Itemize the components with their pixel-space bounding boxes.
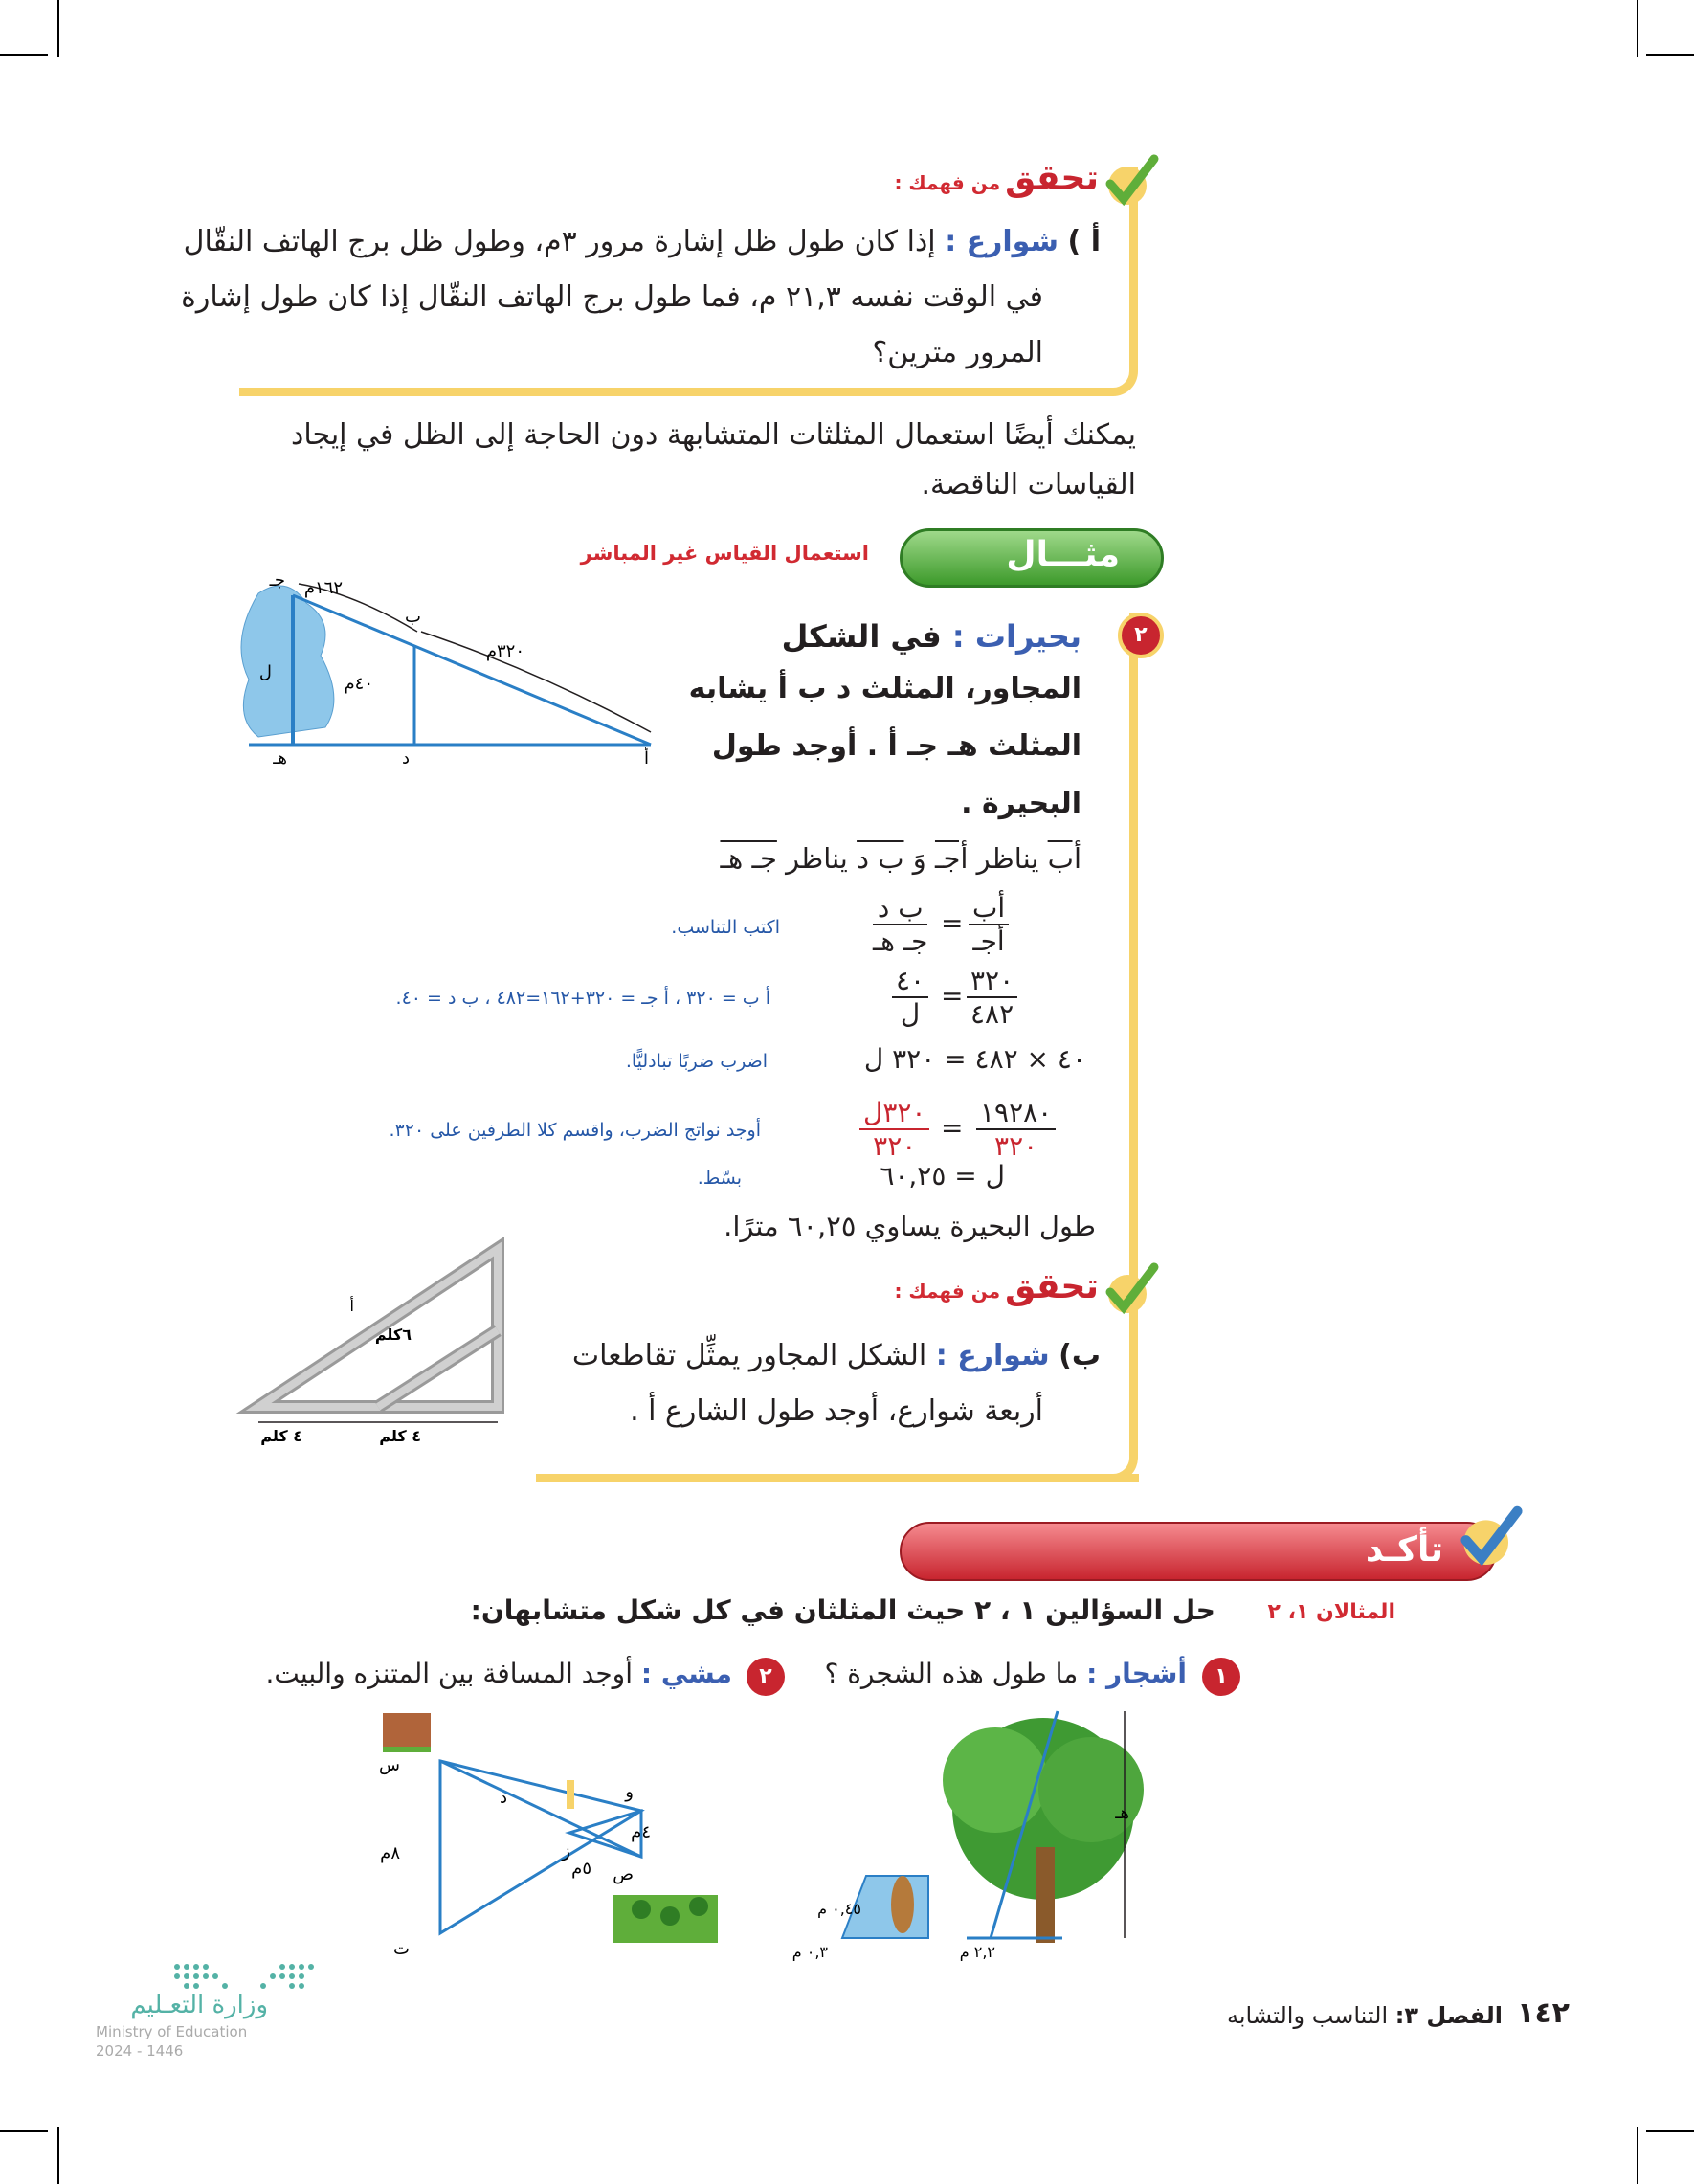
text-line: المجاور، المثلث د ب أ يشابه [688,672,1081,705]
streets-figure [249,1235,517,1455]
question-number: ١ [1202,1658,1240,1696]
step-expression: ل = ٦٠,٢٥ [880,1160,1005,1192]
keyword: مشي : [640,1658,732,1689]
fig-label-l: ل [258,662,272,682]
checkmark-icon [1101,1261,1158,1319]
question-text: أوجد المسافة بين المتنزه والبيت. [265,1658,633,1689]
check-subtitle: من فهمك : [894,1280,1001,1303]
word: وَ [912,842,926,875]
intro-line: يمكنك أيضًا استعمال المثلثات المتشابهة دون الحاجة إلى الظل في إيجاد [290,418,1136,452]
checkmark-icon [1455,1504,1522,1571]
segment: ب د [857,842,904,875]
text-line: الشكل المجاور يمثِّل تقاطعات [571,1339,927,1372]
step-note: اكتب التناسب. [671,917,780,938]
text-line: في الوقت نفسه ٢١,٣ م، فما طول برج الهاتف النقّال إذا كان طول إشارة [181,280,1043,314]
example-heading: استعمال القياس غير المباشر [580,542,869,565]
text-line: المثلث هـ جـ أ . أوجد طول [711,729,1081,763]
ministry-name-en: Ministry of Education [96,2023,248,2040]
page-number: ١٤٢ [1517,1996,1570,2030]
numerator: ٣٢٠ [967,965,1017,998]
keyword: شوارع : [945,225,1059,258]
ministry-logo-icon [167,1957,345,1995]
fig-length-6: ٦كلم [374,1326,412,1344]
fig-length-4b: ٤ كلم [379,1427,421,1445]
fig-label-d: د [401,748,410,769]
numerator: ١٩٢٨٠ [976,1097,1056,1130]
fig-label-sad: ص [613,1864,634,1884]
fig-length-4a: ٤ كلم [260,1427,302,1445]
fig-length-22: ٢,٢ م [959,1943,995,1961]
fig-label-s: س [379,1755,400,1775]
chapter-label: الفصل ٣: [1394,2002,1503,2029]
question-number: ٢ [747,1658,785,1696]
fig-label-a: أ [349,1297,354,1315]
keyword: شوارع : [935,1339,1050,1372]
examples-ref: المثالان ١، ٢ [1267,1600,1395,1624]
check-title: تحقق [1005,159,1099,198]
confirm-title: تأكـد [1365,1530,1443,1570]
fig-length-162: ١٦٢م [303,578,343,598]
box-bottom-border [536,1474,1139,1482]
equals: = [941,907,964,939]
fig-label-b: ب [405,607,421,627]
step-note: اضرب ضربًا تبادليًّا. [625,1051,768,1072]
equals: = [941,980,964,1012]
ministry-year: 2024 - 1446 [96,2042,184,2060]
crop-mark [0,54,48,56]
fig-length-4: ٤م [631,1822,651,1842]
check-subtitle: من فهمك : [894,171,1001,194]
instruction: حل السؤالين ١ ، ٢ حيث المثلثان في كل شكل متشابهان: [470,1594,1215,1626]
numerator: أب [969,892,1009,925]
fig-length-8: ٨م [380,1843,400,1863]
text-line: إذا كان طول ظل إشارة مرور ٣م، وطول ظل برج الهاتف النقّال [183,225,936,258]
numerator: ب د [873,892,927,925]
fig-label-t: ت [393,1939,410,1959]
checkmark-icon [1101,153,1158,211]
denominator: ٣٢٠ [994,1130,1038,1162]
fig-length-40: ٤٠م [344,674,373,694]
fig-label-a: أ [643,748,649,769]
fraction [892,965,928,1030]
word: يناظر [976,842,1039,875]
text-line: أربعة شوارع، أوجد طول الشارع أ . [630,1394,1043,1428]
segment: جـ هـ [720,842,777,875]
segment: أب [1047,842,1081,875]
fraction [967,965,1017,1030]
fig-length-320: ٣٢٠م [485,641,524,661]
walk-figure [379,1704,737,1981]
text-line: المرور مترين؟ [872,336,1043,369]
fig-label-h: هـ [1115,1803,1129,1823]
fig-label-j: جـ [269,570,285,591]
tree-figure [791,1704,1168,1962]
crop-mark [1646,54,1694,56]
numerator: ٣٢٠ل [859,1097,929,1130]
fig-label-h: هـ [273,748,287,769]
fraction [859,1097,929,1162]
denominator: جـ هـ [873,925,928,957]
fig-length-5: ٥م [571,1859,591,1879]
question-text: ما طول هذه الشجرة ؟ [824,1658,1079,1689]
fraction [873,892,927,957]
fraction [969,892,1009,957]
step-expression: ٤٠ × ٤٨٢ = ٣٢٠ ل [863,1043,1086,1075]
intro-line: القياسات الناقصة. [921,468,1136,501]
check-title: تحقق [1005,1267,1099,1306]
keyword: أشجار : [1086,1658,1187,1689]
crop-mark [1637,2127,1638,2184]
segment: أجـ [934,842,969,875]
lake-figure [230,565,670,769]
step-note: أوجد نواتج الضرب، واقسم كلا الطرفين على ٣٢٠. [389,1120,761,1141]
text-line: في الشكل [781,618,942,655]
answer: طول البحيرة يساوي ٦٠,٢٥ مترًا. [724,1210,1096,1242]
word: يناظر [786,842,848,875]
denominator: ل [900,998,921,1030]
fig-length-03: ٠,٣ م [791,1943,828,1961]
fig-label-d: د [499,1788,507,1808]
fig-label-z: ز [562,1841,570,1861]
text-line: البحيرة . [961,787,1081,820]
denominator: أجـ [972,925,1005,957]
denominator: ٣٢٠ [873,1130,917,1162]
numerator: ٤٠ [892,965,928,998]
fraction [976,1097,1056,1162]
item-label: ب) [1059,1339,1101,1372]
ministry-name-ar: وزارة التعـليم [130,1991,268,2019]
fig-label-w: و [625,1782,634,1802]
crop-mark [1637,0,1638,57]
step-note: بسّط. [697,1168,742,1189]
equals: = [941,1112,964,1144]
crop-mark [1646,2130,1694,2132]
item-label: أ ) [1067,225,1101,258]
crop-mark [57,2127,59,2184]
denominator: ٤٨٢ [970,998,1014,1030]
fig-length-045: ٠,٤٥ م [817,1900,861,1918]
chapter-title: التناسب والتشابه [1226,2002,1389,2029]
example-number: ٢ [1118,613,1164,658]
crop-mark [0,2130,48,2132]
crop-mark [57,0,59,57]
example-label: مثـــال [1006,535,1120,574]
step-note: أ ب = ٣٢٠ ، أ جـ = ٣٢٠+١٦٢=٤٨٢ ، ب د = ٤٠. [395,988,770,1009]
keyword: بحيرات : [951,618,1081,655]
